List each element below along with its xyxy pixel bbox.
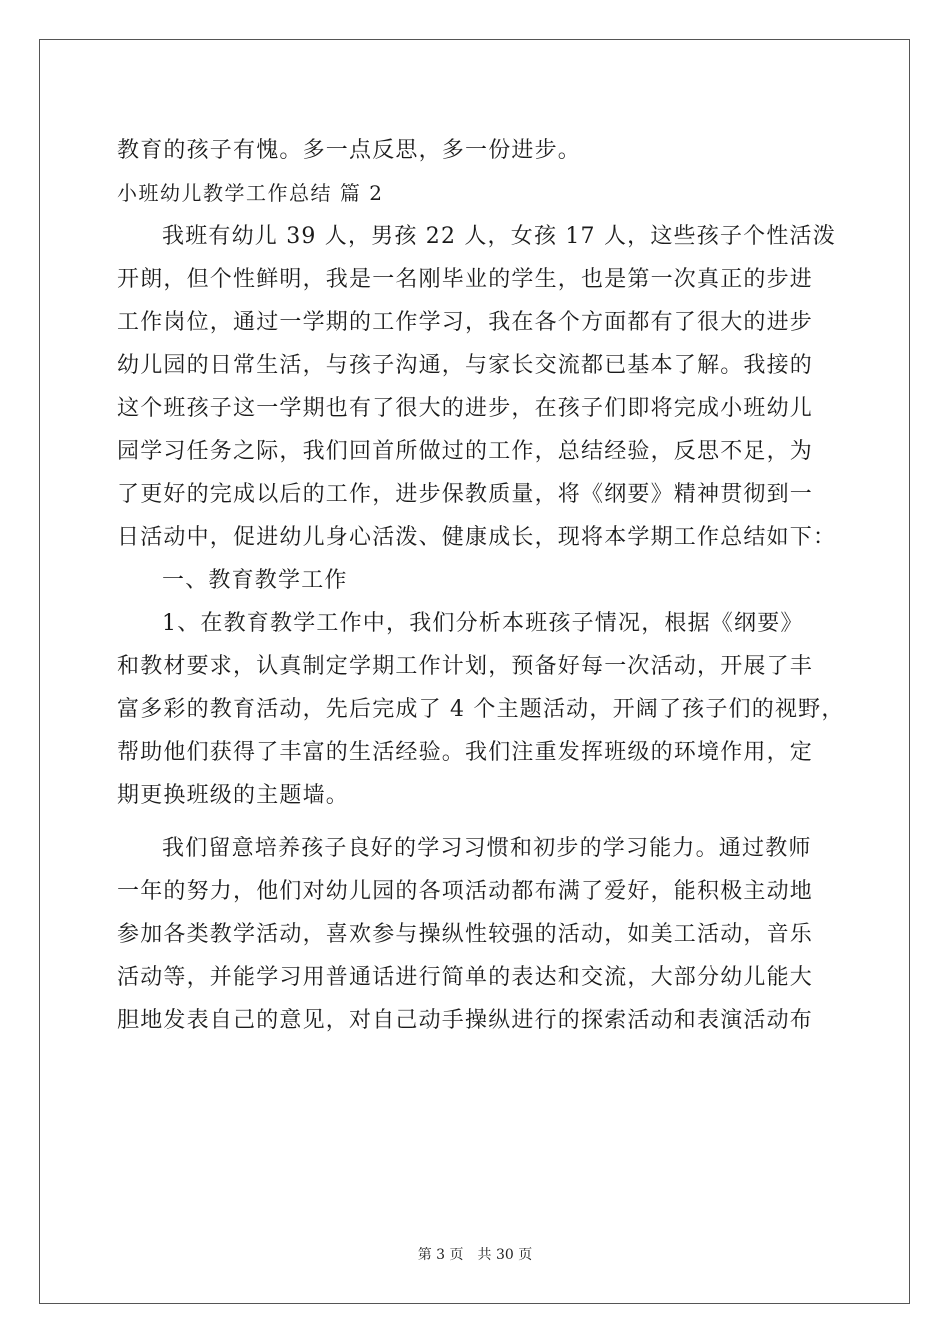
text-line-10: 日活动中，促进幼儿身心活泼、健康成长，现将本学期工作总结如下： xyxy=(117,525,837,550)
page-footer xyxy=(0,1245,950,1265)
text-line-3: 我班有幼儿 39 人，男孩 22 人，女孩 17 人，这些孩子个性活泼 xyxy=(162,224,836,249)
text-line-20: 活动等，并能学习用普通话进行简单的表达和交流，大部分幼儿能大 xyxy=(117,965,814,990)
text-line-19: 参加各类教学活动，喜欢参与操纵性较强的活动，如美工活动，音乐 xyxy=(117,922,814,947)
text-line-1: 教育的孩子有愧。多一点反思，多一份进步。 xyxy=(117,138,582,163)
document-body xyxy=(117,129,845,1042)
text-line-21: 胆地发表自己的意见，对自己动手操纵进行的探索活动和表演活动布 xyxy=(117,1008,814,1033)
text-line-5: 工作岗位，通过一学期的工作学习，我在各个方面都有了很大的进步 xyxy=(117,310,814,335)
text-line-9: 了更好的完成以后的工作，进步保教质量，将《纲要》精神贯彻到一 xyxy=(117,482,814,507)
section-title: 小班幼儿教学工作总结 篇 2 xyxy=(117,181,384,205)
page-total: 共 30 页 xyxy=(477,1247,533,1263)
text-line-17: 我们留意培养孩子良好的学习习惯和初步的学习能力。通过教师 xyxy=(162,836,812,861)
subheading-teaching-work: 一、教育教学工作 xyxy=(162,568,348,593)
text-line-12: 1、在教育教学工作中，我们分析本班孩子情况，根据《纲要》 xyxy=(162,611,804,636)
text-line-18: 一年的努力，他们对幼儿园的各项活动都布满了爱好，能积极主动地 xyxy=(117,879,814,904)
text-line-6: 幼儿园的日常生活，与孩子沟通，与家长交流都已基本了解。我接的 xyxy=(117,353,814,378)
text-line-14: 富多彩的教育活动，先后完成了 4 个主题活动，开阔了孩子们的视野， xyxy=(117,697,845,722)
text-line-7: 这个班孩子这一学期也有了很大的进步，在孩子们即将完成小班幼儿 xyxy=(117,396,814,421)
text-line-8: 园学习任务之际，我们回首所做过的工作，总结经验，反思不足，为 xyxy=(117,439,814,464)
text-line-4: 开朗，但个性鲜明，我是一名刚毕业的学生，也是第一次真正的步进 xyxy=(117,267,814,292)
text-line-16: 期更换班级的主题墙。 xyxy=(117,783,350,808)
page-number: 第 3 页 xyxy=(417,1247,464,1263)
text-line-15: 帮助他们获得了丰富的生活经验。我们注重发挥班级的环境作用，定 xyxy=(117,740,814,765)
text-line-13: 和教材要求，认真制定学期工作计划，预备好每一次活动，开展了丰 xyxy=(117,654,814,679)
